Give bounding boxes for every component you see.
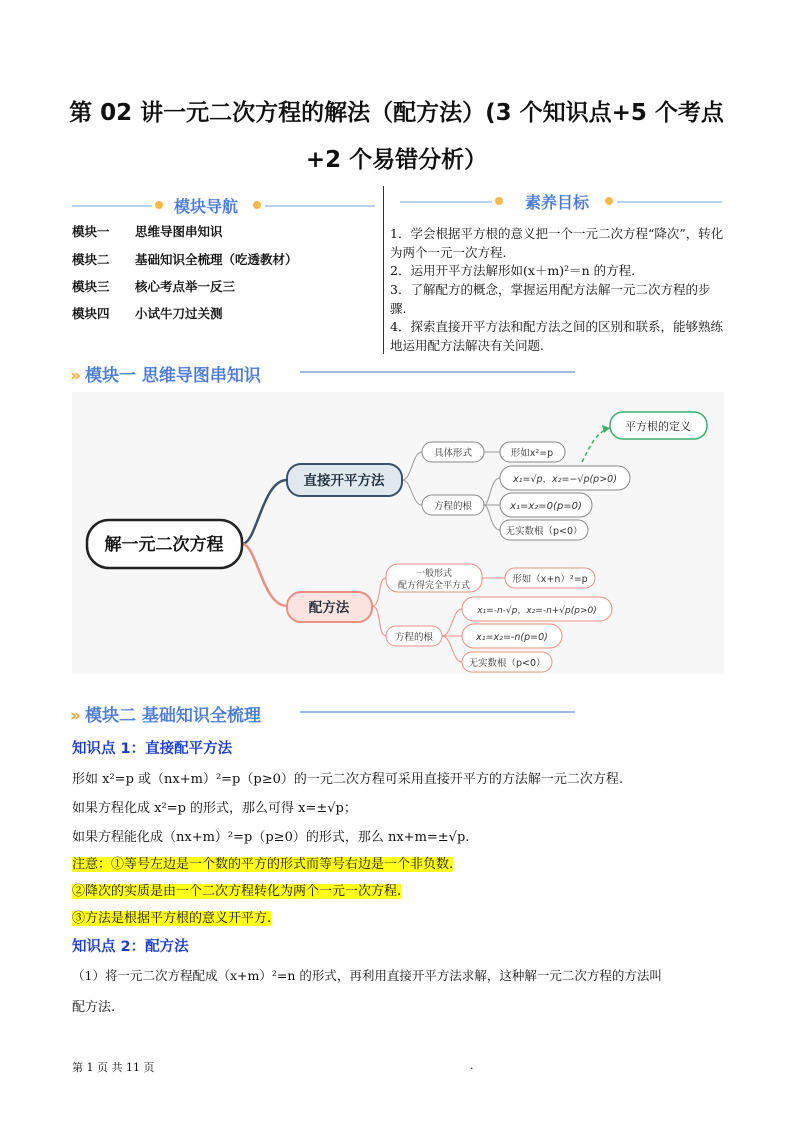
b2-form-a: 一般形式 <box>415 569 453 579</box>
kp2-paragraph: （1）将一元二次方程配成（x+m）²=n 的形式，再利用直接开平方法求解，这种解一元二次方程的方法叫 <box>72 968 662 983</box>
nav-header-dot-right <box>253 201 261 209</box>
mind-map <box>72 392 724 674</box>
goals-header: 素养目标 <box>525 193 590 212</box>
section2-line <box>300 711 575 713</box>
section1-header <box>70 361 261 386</box>
nav-item <box>72 222 223 240</box>
goal-item: 4．探索直接开平方法和配方法之间的区别和联系，能够熟练地运用配方法解决有关问题. <box>390 319 723 353</box>
nav-item-label: 基础知识全梳理（吃透教材） <box>135 252 298 267</box>
branch2-label: 配方法 <box>308 600 350 616</box>
footer-dot: . <box>470 1059 474 1072</box>
goal-item: 1．学会根据平方根的意义把一个一元二次方程“降次”，转化为两个一元一次方程. <box>390 226 724 260</box>
goal-item: 2．运用开平方法解形如(x＋m)²＝n 的方程. <box>390 263 636 278</box>
b1-form-label: 具体形式 <box>433 448 473 459</box>
def-label: 平方根的定义 <box>625 420 691 433</box>
nav-item-label: 思维导图串知识 <box>135 224 223 239</box>
nav-item <box>72 277 235 295</box>
b1-form-val-label: 形如x²=p <box>510 448 554 459</box>
page-number: 第 1 页 共 11 页 <box>72 1061 155 1074</box>
kp2-title: 知识点 2：配方法 <box>72 939 189 955</box>
nav-header-line-right <box>265 205 375 207</box>
nav-item-key: 模块三 <box>72 279 110 294</box>
kp1-title: 知识点 1：直接配平方法 <box>72 741 233 757</box>
nav-item-key: 模块四 <box>72 306 110 321</box>
kp1-note: 注意：①等号左边是一个数的平方的形式而等号右边是一个非负数. <box>72 857 454 872</box>
page-title-line2: +2 个易错分析） <box>305 147 488 173</box>
b2-r3-label: 无实数根（p<0） <box>468 658 546 669</box>
chevrons-icon: » <box>70 706 81 726</box>
b1-r2-label: x₁=x₂=0(p=0) <box>510 501 582 512</box>
nav-item-key: 模块二 <box>72 252 110 267</box>
nav-header-line-left <box>72 205 152 207</box>
b2-form-val-label: 形如（x+n）²=p <box>512 574 588 585</box>
kp1-note: ③方法是根据平方根的意义开平方. <box>72 911 272 926</box>
nav-header-dot-left <box>155 201 163 209</box>
nav-item-key: 模块一 <box>72 224 110 239</box>
kp1-paragraph: 如果方程能化成（nx+m）²=p（p≥0）的形式，那么 nx+m=±√p. <box>72 830 470 845</box>
goal-item: 3．了解配方的概念，掌握运用配方法解一元二次方程的步骤. <box>390 282 711 316</box>
section1-line <box>300 371 575 373</box>
goals-header-line-left <box>400 201 492 203</box>
nav-item-label: 小试牛刀过关测 <box>135 306 223 321</box>
b2-r1-label: x₁=-n-√p，x₂=-n+√p(p>0) <box>477 606 597 616</box>
goals-header-dot-left <box>495 197 503 205</box>
page-title-line1: 第 02 讲一元二次方程的解法（配方法）(3 个知识点+5 个考点 <box>69 100 724 126</box>
goals-header-line-right <box>617 201 722 203</box>
b2-form-b: 配方得完全平方式 <box>397 581 471 591</box>
column-divider <box>383 186 384 354</box>
goals-header-dot-right <box>605 197 613 205</box>
b1-r1-label: x₁=√p，x₂=−√p(p>0) <box>513 474 617 485</box>
section1-title: 模块一 思维导图串知识 <box>84 366 261 386</box>
chevrons-icon: » <box>70 366 81 386</box>
kp2-paragraph: 配方法. <box>72 1000 116 1015</box>
kp1-paragraph: 形如 x²=p 或（nx+m）²=p（p≥0）的一元二次方程可采用直接开平方的方法解一元二次方程. <box>72 772 623 787</box>
b1-roots-label: 方程的根 <box>433 501 473 512</box>
b2-r2-label: x₁=x₂=-n(p=0) <box>476 632 548 643</box>
b1-r3-label: 无实数根（p<0） <box>505 526 583 537</box>
kp1-note: ②降次的实质是由一个二次方程转化为两个一元一次方程. <box>72 884 402 899</box>
kp1-paragraph: 如果方程化成 x²=p 的形式，那么可得 x=±√p； <box>72 801 357 816</box>
nav-item-label: 核心考点举一反三 <box>135 279 236 294</box>
root-label: 解一元二次方程 <box>104 535 224 555</box>
nav-item <box>72 304 223 322</box>
section2-title: 模块二 基础知识全梳理 <box>84 706 261 726</box>
b2-roots-label: 方程的根 <box>394 632 434 643</box>
nav-item <box>72 250 298 268</box>
branch1-label: 直接开平方法 <box>303 473 385 489</box>
nav-header: 模块导航 <box>174 197 239 216</box>
section2-header <box>70 701 261 726</box>
